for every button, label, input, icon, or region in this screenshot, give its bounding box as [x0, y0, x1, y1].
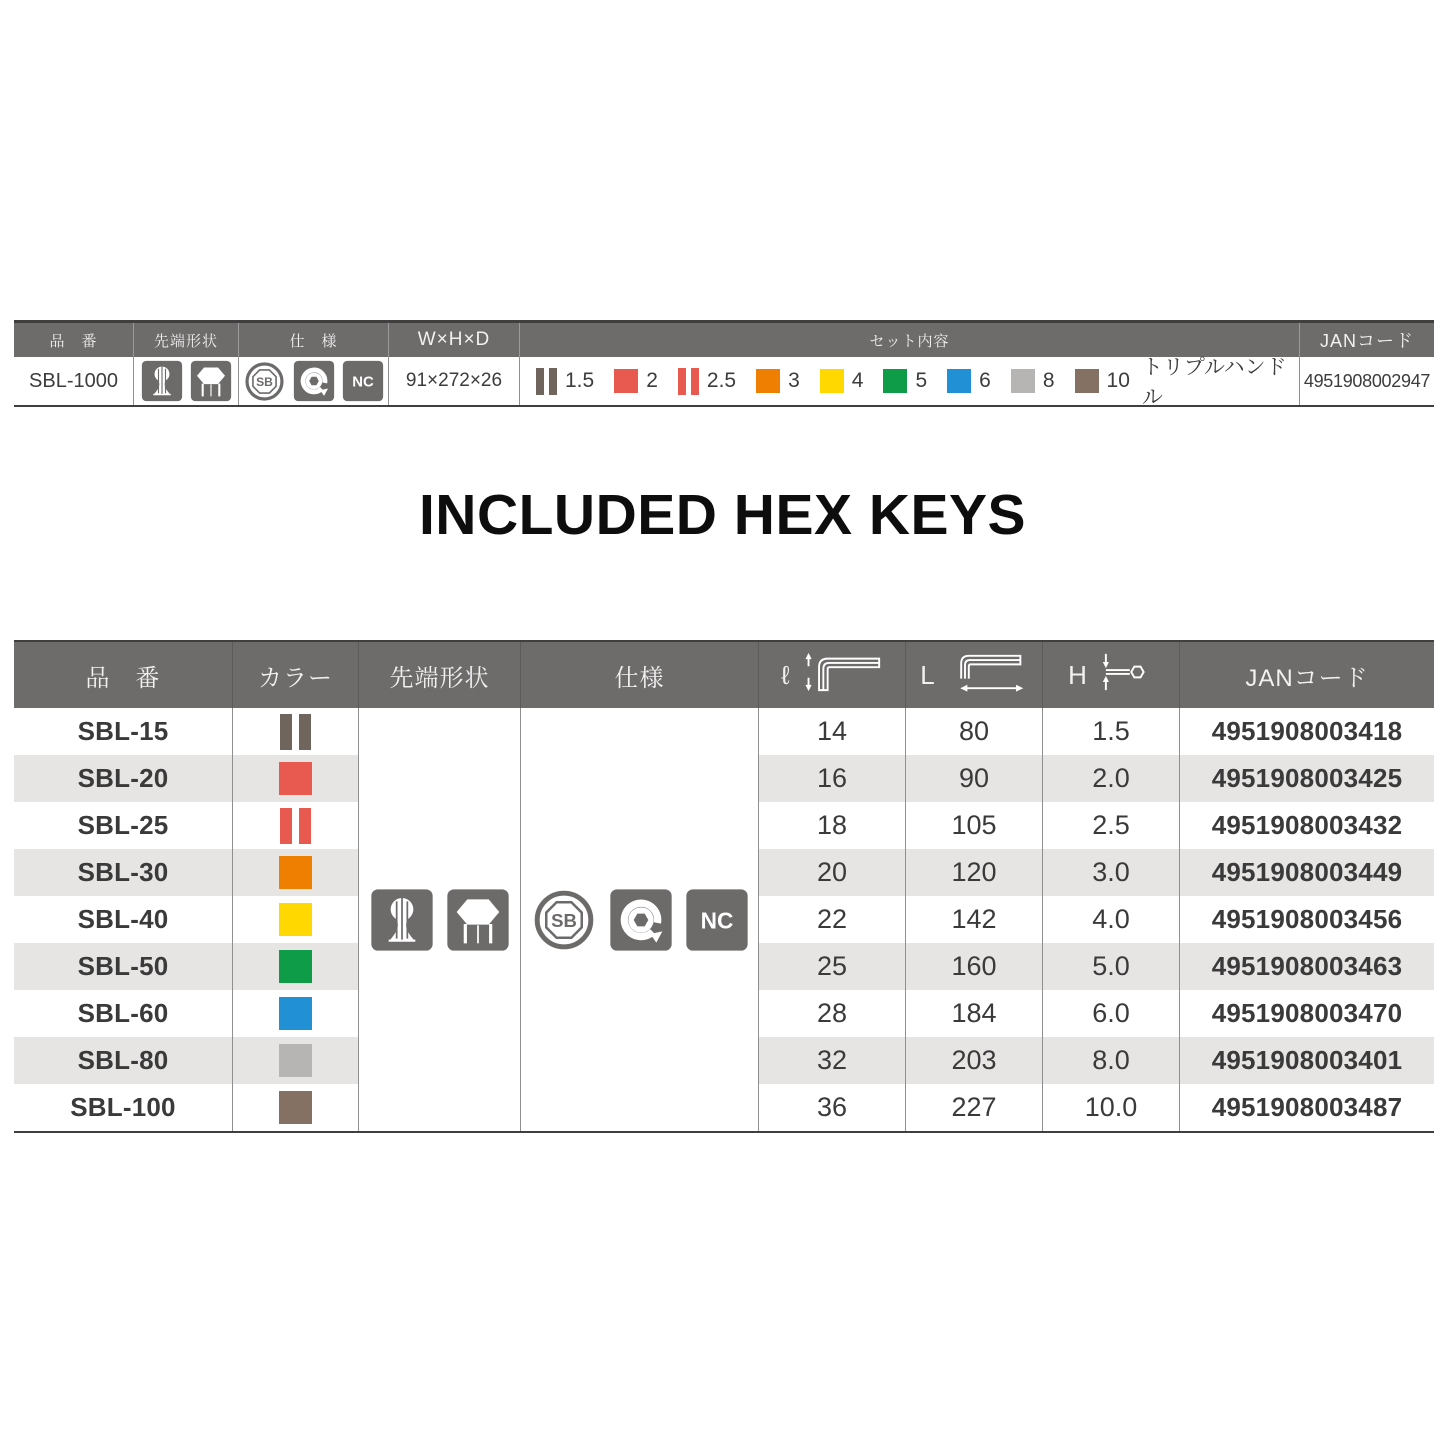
color-swatch — [614, 369, 638, 393]
long-arm-value-cell: 105 — [906, 802, 1043, 849]
header-long-arm-length — [906, 642, 1043, 708]
nc-spec-icon — [342, 360, 384, 402]
set-item-size: 2 — [646, 369, 658, 392]
color-swatch — [947, 369, 971, 393]
hex-size-value-cell: 2.5 — [1043, 802, 1180, 849]
sb-spec-icon — [243, 360, 286, 403]
set-item-size: 2.5 — [706, 369, 737, 392]
set-content-item — [947, 369, 991, 393]
color-swatch — [820, 369, 844, 393]
part-number-cell: SBL-30 — [14, 849, 233, 896]
hex-size-value-cell: 2.0 — [1043, 755, 1180, 802]
color-cell — [233, 943, 359, 990]
nc-spec-icon — [685, 888, 749, 952]
color-swatch — [279, 1044, 312, 1077]
color-swatch-stripes — [280, 808, 311, 844]
header-jan-code: JANコード — [1319, 331, 1414, 351]
jan-code-cell: 4951908003463 — [1180, 943, 1434, 990]
long-arm-length-icon — [944, 650, 1028, 701]
part-number-cell: SBL-40 — [14, 896, 233, 943]
long-arm-value-cell: 120 — [906, 849, 1043, 896]
color-cell — [233, 708, 359, 755]
page-title: INCLUDED HEX KEYS — [418, 483, 1027, 547]
part-number-cell: SBL-20 — [14, 755, 233, 802]
set-item-suffix: トリプルハンドル — [1141, 356, 1287, 409]
set-item-size: 5 — [915, 369, 928, 392]
ball-point-tip-icon — [370, 888, 434, 952]
sb-spec-icon — [531, 887, 597, 953]
color-swatch — [1011, 369, 1035, 393]
jan-code-cell: 4951908003470 — [1211, 998, 1403, 1028]
long-arm-value-cell: 227 — [906, 1084, 1043, 1131]
set-item-size: 3 — [788, 369, 800, 392]
header-spec: 仕様 — [521, 642, 759, 708]
spec-icons-cell — [239, 357, 389, 405]
header-set-contents: セット内容 — [520, 323, 1300, 357]
color-swatch — [1075, 369, 1099, 393]
long-arm-value-cell: 142 — [906, 896, 1043, 943]
header-part-number: 品 番 — [14, 323, 134, 357]
short-arm-letter: ℓ — [781, 659, 791, 690]
part-number-value: SBL-1000 — [14, 357, 134, 405]
color-swatch — [756, 369, 780, 393]
set-item-size: 4 — [851, 369, 864, 392]
hex-size-value-cell: 8.0 — [1043, 1037, 1180, 1084]
color-cell — [233, 849, 359, 896]
header-jan-code: JANコード — [1245, 664, 1369, 692]
hex-size-value-cell: 6.0 — [1043, 990, 1180, 1037]
part-number-cell: SBL-60 — [14, 990, 233, 1037]
product-summary-table — [14, 320, 1434, 407]
long-arm-diagram — [944, 650, 1028, 694]
jan-code-value: 4951908002947 — [1303, 370, 1431, 391]
short-arm-value-cell: 20 — [759, 849, 906, 896]
set-item-size: 6 — [979, 369, 991, 392]
set-content-item — [883, 369, 927, 393]
long-arm-letter: L — [920, 659, 936, 690]
color-cell — [233, 1084, 359, 1131]
long-arm-value-cell: 80 — [906, 708, 1043, 755]
color-cell — [233, 896, 359, 943]
set-content-item — [536, 368, 594, 395]
color-swatch — [279, 997, 312, 1030]
color-swatch — [279, 856, 312, 889]
hex-size-letter: H — [1068, 659, 1088, 690]
jan-code-cell: 4951908003487 — [1211, 1092, 1403, 1122]
hex-size-diagram — [1096, 650, 1154, 694]
hex-keys-table-body — [14, 708, 1434, 1131]
set-item-size: 1.5 — [565, 369, 595, 392]
set-content-item — [614, 369, 658, 393]
jan-code-cell: 4951908003425 — [1180, 755, 1434, 802]
short-arm-length-icon — [799, 650, 883, 701]
hex-size-value-cell: 3.0 — [1043, 849, 1180, 896]
short-arm-value-cell: 16 — [759, 755, 906, 802]
hex-size-value-cell: 4.0 — [1043, 896, 1180, 943]
short-arm-value-cell: 25 — [759, 943, 906, 990]
short-arm-value-cell: 28 — [759, 990, 906, 1037]
svg-text:SB: SB — [550, 909, 577, 931]
svg-text:NC: NC — [352, 374, 374, 391]
hex-size-value-cell: 10.0 — [1043, 1084, 1180, 1131]
part-number-cell: SBL-25 — [14, 802, 233, 849]
product-summary-data-row — [14, 356, 1434, 409]
set-content-item — [820, 369, 864, 393]
header-tip-shape: 先端形状 — [359, 642, 521, 708]
set-contents-cell — [520, 356, 1300, 409]
tip-shape-icons-cell — [134, 357, 239, 405]
set-content-item — [678, 368, 736, 395]
long-arm-value-cell: 90 — [906, 755, 1043, 802]
set-item-size: 8 — [1042, 369, 1055, 392]
set-item-size: 10 — [1106, 369, 1130, 392]
long-arm-value-cell: 160 — [906, 943, 1043, 990]
part-number-cell: SBL-80 — [14, 1037, 233, 1084]
set-content-item — [1011, 369, 1055, 393]
hex-tip-icon — [446, 888, 510, 952]
hex-tip-icon — [190, 360, 232, 402]
jan-code-cell: 4951908003401 — [1180, 1037, 1434, 1084]
color-swatch-stripes — [280, 714, 311, 750]
hex-size-value-cell: 5.0 — [1043, 943, 1180, 990]
header-short-arm-length — [759, 642, 906, 708]
ball-point-tip-icon — [141, 360, 183, 402]
color-swatch-stripes — [678, 368, 699, 395]
color-cell — [233, 802, 359, 849]
tip-shape-merged-cell — [359, 708, 521, 1131]
set-content-item — [756, 369, 800, 393]
swivel-spec-icon — [609, 888, 673, 952]
header-spec: 仕 様 — [239, 323, 389, 357]
header-dimensions: W×H×D — [389, 323, 520, 357]
part-number-cell: SBL-15 — [14, 708, 233, 755]
color-swatch — [279, 1091, 312, 1124]
color-cell — [233, 755, 359, 802]
color-cell — [233, 990, 359, 1037]
header-hex-size — [1043, 642, 1180, 708]
jan-code-cell: 4951908003456 — [1211, 904, 1403, 934]
color-swatch — [279, 950, 312, 983]
long-arm-value-cell: 203 — [906, 1037, 1043, 1084]
svg-text:NC: NC — [700, 907, 733, 934]
svg-text:SB: SB — [256, 374, 273, 389]
set-content-item — [1075, 351, 1299, 411]
hex-size-icon — [1096, 650, 1154, 701]
short-arm-value-cell: 14 — [759, 708, 906, 755]
part-number-cell: SBL-100 — [14, 1084, 233, 1131]
color-cell — [233, 1037, 359, 1084]
color-swatch — [279, 903, 312, 936]
part-number-cell: SBL-50 — [14, 943, 233, 990]
short-arm-value-cell: 22 — [759, 896, 906, 943]
short-arm-diagram — [799, 650, 883, 694]
header-part-number: 品 番 — [14, 642, 233, 708]
hex-keys-table — [14, 640, 1434, 1133]
hex-size-value-cell: 1.5 — [1043, 708, 1180, 755]
color-swatch-stripes — [536, 368, 557, 395]
short-arm-value-cell: 36 — [759, 1084, 906, 1131]
swivel-spec-icon — [293, 360, 335, 402]
color-swatch — [279, 762, 312, 795]
header-color: カラー — [233, 642, 359, 708]
short-arm-value-cell: 32 — [759, 1037, 906, 1084]
dimensions-value: 91×272×26 — [389, 357, 520, 405]
jan-code-cell: 4951908003418 — [1211, 716, 1403, 746]
spec-merged-cell — [521, 708, 759, 1131]
long-arm-value-cell: 184 — [906, 990, 1043, 1037]
color-swatch — [883, 369, 907, 393]
hex-keys-header-row — [14, 642, 1434, 708]
short-arm-value-cell: 18 — [759, 802, 906, 849]
jan-code-cell: 4951908003432 — [1211, 810, 1403, 840]
jan-code-cell: 4951908003449 — [1180, 849, 1434, 896]
header-tip-shape: 先端形状 — [134, 323, 239, 357]
